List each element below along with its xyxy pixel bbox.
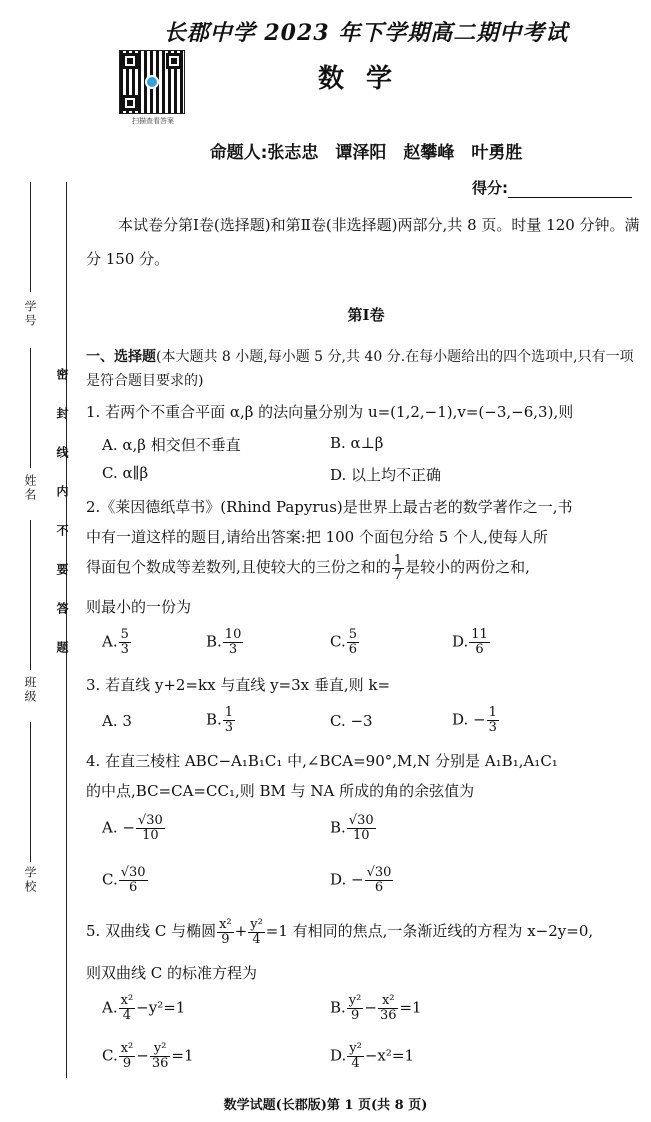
exam-title: 长郡中学 2023 年下学期高二期中考试 bbox=[163, 20, 569, 46]
student-id-blank[interactable] bbox=[30, 182, 31, 292]
student-id-label: 学号 bbox=[23, 300, 37, 328]
seal-line-text: 密封线内不要答题 bbox=[55, 368, 69, 680]
q4-option-d[interactable]: D. − $\frac{√30}{6}$ bbox=[330, 865, 392, 895]
q5-option-c[interactable]: C. $\frac{\text{x²}}{9}$ − $\frac{\text{y²}}{36}$ =1 bbox=[102, 1041, 194, 1071]
q1-option-c[interactable]: C. α∥β bbox=[102, 464, 149, 482]
subject-title: 数学 bbox=[317, 64, 414, 94]
q4-option-a[interactable]: A. − $\frac{√30}{10}$ bbox=[102, 813, 163, 843]
score-label: 得分: bbox=[472, 179, 508, 197]
section-desc: (本大题共 8 小题,每小题 5 分,共 40 分.在每小题给出的四个选项中,只有一项是符合题目要求的) bbox=[86, 349, 634, 389]
score-field[interactable] bbox=[472, 177, 632, 198]
score-blank[interactable] bbox=[508, 184, 632, 198]
q5-option-d[interactable]: D. $\frac{\text{y²}}{4}$ −x²=1 bbox=[330, 1041, 414, 1071]
q5-option-b[interactable]: B. $\frac{\text{y²}}{9}$ − $\frac{\text{x²}}{36}$ =1 bbox=[330, 993, 422, 1023]
q1-option-a[interactable]: A. α,β 相交但不垂直 bbox=[102, 436, 241, 454]
question-5-line-2: 则双曲线 C 的标准方程为 bbox=[86, 964, 258, 982]
exam-intro: 本试卷分第Ⅰ卷(选择题)和第Ⅱ卷(非选择题)两部分,共 8 页。时量 120 分钟。满分 150 分。 bbox=[86, 216, 640, 268]
q2-option-b[interactable]: B. $\frac{10}{3}$ bbox=[206, 627, 242, 657]
class-label: 班级 bbox=[23, 676, 37, 704]
q2-option-a[interactable]: A. $\frac{5}{3}$ bbox=[102, 627, 129, 657]
section-heading bbox=[86, 345, 646, 393]
question-2-line-4: 则最小的一份为 bbox=[86, 598, 192, 616]
name-blank-top bbox=[30, 348, 31, 468]
fraction: $\frac{1}{7}$ bbox=[393, 552, 403, 583]
question-5-line-1: 5. 双曲线 C 与椭圆 $\frac{\text{x²}}{9}$ + $\frac{\text{y²}}{4}$ =1 有相同的焦点,一条渐近线的方程为 x−2y=0, bbox=[86, 916, 594, 947]
question-4-line-2: 的中点,BC=CA=CC₁,则 BM 与 NA 所成的角的余弦值为 bbox=[86, 782, 475, 800]
q5-option-a[interactable]: A. $\frac{\text{x²}}{4}$ −y²=1 bbox=[102, 993, 186, 1023]
name-label: 姓名 bbox=[23, 474, 37, 502]
q3-option-c[interactable]: C. −3 bbox=[330, 712, 373, 730]
q3-option-d[interactable]: D. − $\frac{1}{3}$ bbox=[452, 705, 497, 735]
section-title: 一、选择题 bbox=[86, 349, 156, 365]
authors: 命题人:张志忠 谭泽阳 赵攀峰 叶勇胜 bbox=[209, 143, 523, 163]
school-label: 学校 bbox=[23, 866, 37, 894]
q2-option-d[interactable]: D. $\frac{11}{6}$ bbox=[452, 627, 488, 657]
name-blank[interactable] bbox=[30, 520, 31, 670]
q2-option-c[interactable]: C. $\frac{5}{6}$ bbox=[330, 627, 357, 657]
q1-option-b[interactable]: B. α⊥β bbox=[330, 434, 384, 452]
question-1-stem: 1. 若两个不重合平面 α,β 的法向量分别为 u=(1,2,−1),v=(−3,−6,3),则 bbox=[86, 403, 574, 421]
class-blank[interactable] bbox=[30, 722, 31, 862]
q4-option-b[interactable]: B. $\frac{√30}{10}$ bbox=[330, 813, 374, 843]
question-2-line-2: 中有一道这样的题目,请给出答案:把 100 个面包分给 5 个人,使每人所 bbox=[86, 528, 548, 546]
question-3-stem: 3. 若直线 y+2=kx 与直线 y=3x 垂直,则 k= bbox=[86, 676, 391, 694]
question-2-line-3: 得面包个数成等差数列,且使较大的三份之和的 $\frac{1}{7}$ 是较小的两份之和, bbox=[86, 552, 530, 583]
qr-caption: 扫描查看答案 bbox=[132, 117, 174, 125]
q3-option-a[interactable]: A. 3 bbox=[102, 712, 132, 730]
question-4-line-1: 4. 在直三棱柱 ABC−A₁B₁C₁ 中,∠BCA=90°,M,N 分别是 A₁B₁,A₁C₁ bbox=[86, 752, 558, 770]
volume-title: 第Ⅰ卷 bbox=[347, 306, 385, 324]
q4-option-c[interactable]: C. $\frac{√30}{6}$ bbox=[102, 865, 146, 895]
q3-option-b[interactable]: B. $\frac{1}{3}$ bbox=[206, 705, 234, 735]
page-footer: 数学试题(长郡版)第 1 页(共 8 页) bbox=[223, 1098, 428, 1113]
q1-option-d[interactable]: D. 以上均不正确 bbox=[330, 466, 442, 484]
question-2-line-1: 2.《莱因德纸草书》(Rhind Papyrus)是世界上最古老的数学著作之一,书 bbox=[86, 498, 573, 516]
